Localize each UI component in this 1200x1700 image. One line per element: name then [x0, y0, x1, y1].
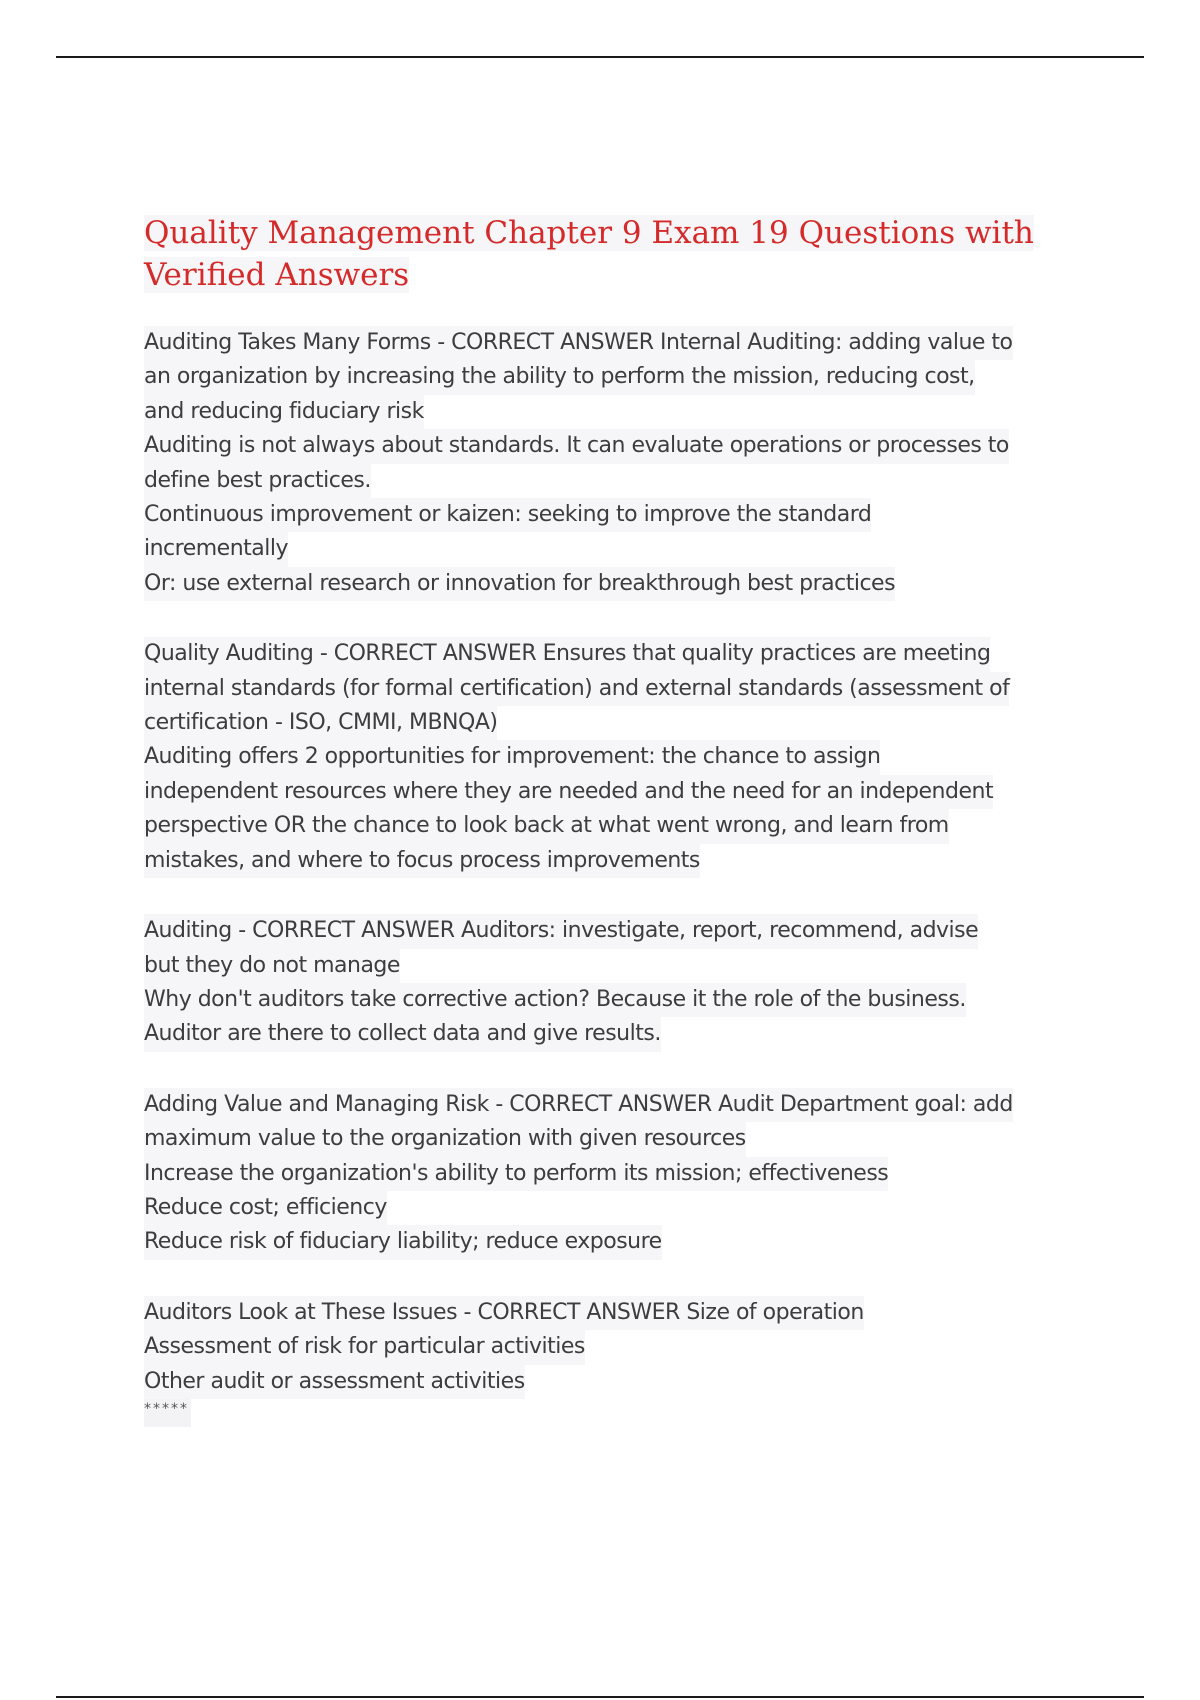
bottom-rule	[56, 1696, 1144, 1698]
title-line-2: Verified Answers	[144, 257, 410, 293]
text-line: certification - ISO, CMMI, MBNQA)	[144, 706, 497, 740]
qa-section-1	[144, 326, 1104, 601]
end-marker-stars: *****	[144, 1399, 191, 1427]
text-line: independent resources where they are needed and the need for an independent	[144, 775, 993, 809]
text-line: but they do not manage	[144, 949, 400, 983]
text-line: Increase the organization's ability to perform its mission; effectiveness	[144, 1157, 888, 1191]
text-line: define best practices.	[144, 464, 371, 498]
text-line: Auditors Look at These Issues - CORRECT ANSWER Size of operation	[144, 1296, 864, 1330]
qa-section-5	[144, 1296, 1104, 1427]
text-line: an organization by increasing the ability to perform the mission, reducing cost,	[144, 360, 975, 394]
text-line: incrementally	[144, 532, 288, 566]
text-line: and reducing fiduciary risk	[144, 395, 424, 429]
text-line: Or: use external research or innovation for breakthrough best practices	[144, 567, 895, 601]
text-line: perspective OR the chance to look back at what went wrong, and learn from	[144, 809, 949, 843]
text-line: maximum value to the organization with given resources	[144, 1122, 746, 1156]
text-line: Continuous improvement or kaizen: seeking to improve the standard	[144, 498, 871, 532]
text-line: Reduce cost; efficiency	[144, 1191, 387, 1225]
qa-section-4	[144, 1088, 1104, 1260]
qa-section-3	[144, 914, 1104, 1052]
qa-section-2	[144, 637, 1104, 878]
text-line: Quality Auditing - CORRECT ANSWER Ensures that quality practices are meeting	[144, 637, 990, 671]
text-line: Other audit or assessment activities	[144, 1365, 525, 1399]
text-line: Auditing - CORRECT ANSWER Auditors: investigate, report, recommend, advise	[144, 914, 978, 948]
text-line: Auditing offers 2 opportunities for improvement: the chance to assign	[144, 740, 880, 774]
text-line: Adding Value and Managing Risk - CORRECT ANSWER Audit Department goal: add	[144, 1088, 1013, 1122]
title-line-1: Quality Management Chapter 9 Exam 19 Questions with	[144, 215, 1034, 251]
document-title	[144, 212, 1104, 296]
text-line: Auditing Takes Many Forms - CORRECT ANSWER Internal Auditing: adding value to	[144, 326, 1013, 360]
document-body	[144, 212, 1104, 1427]
text-line: Why don't auditors take corrective action? Because it the role of the business.	[144, 983, 966, 1017]
top-rule	[56, 56, 1144, 58]
text-line: internal standards (for formal certification) and external standards (assessment of	[144, 672, 1009, 706]
text-line: mistakes, and where to focus process improvements	[144, 844, 700, 878]
text-line: Auditing is not always about standards. It can evaluate operations or processes to	[144, 429, 1009, 463]
text-line: Assessment of risk for particular activities	[144, 1330, 585, 1364]
text-line: Auditor are there to collect data and give results.	[144, 1017, 661, 1051]
text-line: Reduce risk of fiduciary liability; reduce exposure	[144, 1225, 662, 1259]
